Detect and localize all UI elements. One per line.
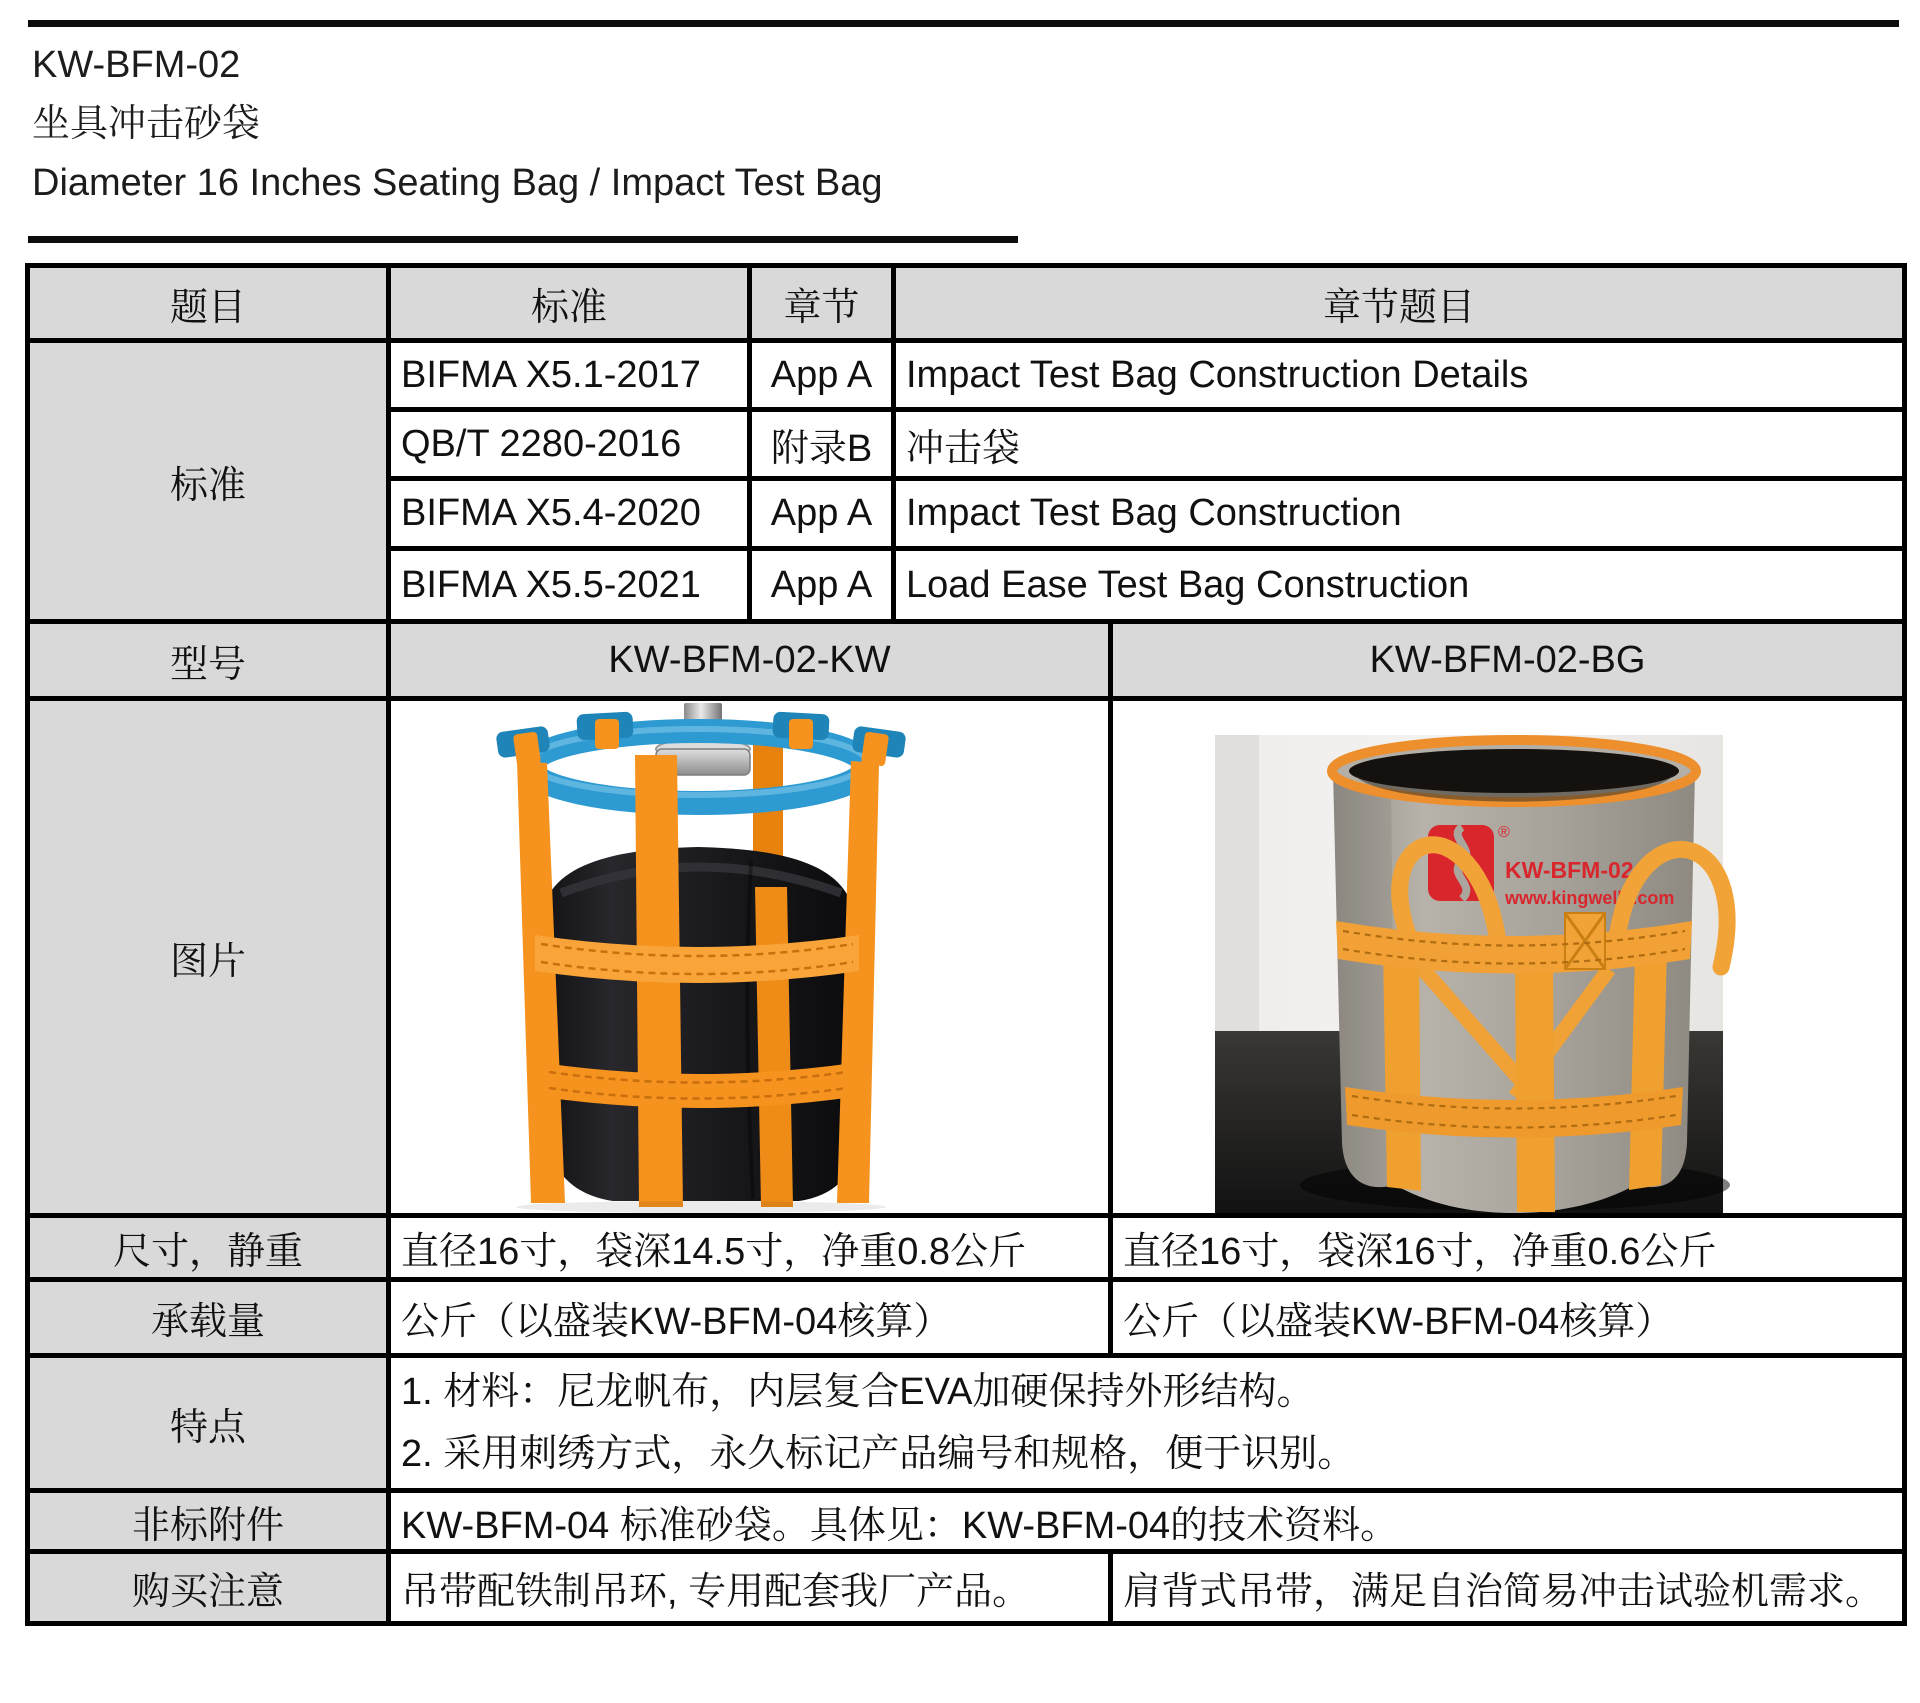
standard-chapter-title: Impact Test Bag Construction Details	[894, 341, 1905, 410]
wall-corner-panel	[1215, 735, 1259, 1035]
capacity-bg: 公斤（以盛装KW-BFM-04核算）	[1111, 1280, 1905, 1356]
title-underline	[28, 236, 1018, 243]
standard-name: BIFMA X5.4-2020	[389, 479, 750, 549]
standard-chapter: App A	[750, 341, 894, 410]
feature-line-2: 2. 采用刺绣方式，永久标记产品编号和规格，便于识别。	[401, 1433, 1356, 1475]
purchase-label: 购买注意	[28, 1552, 389, 1624]
bag-shadow	[516, 1201, 886, 1213]
standard-name: BIFMA X5.5-2021	[389, 549, 750, 622]
purchase-kw: 吊带配铁制吊环, 专用配套我厂产品。	[389, 1552, 1111, 1624]
title-block	[32, 36, 883, 213]
standard-chapter-title: Load Ease Test Bag Construction	[894, 549, 1905, 622]
purchase-bg: 肩背式吊带，满足自治简易冲击试验机需求。	[1111, 1552, 1905, 1624]
photo-label: 图片	[28, 699, 389, 1216]
accessory-label: 非标附件	[28, 1491, 389, 1552]
black-bag-body	[542, 847, 858, 1201]
standard-chapter: App A	[750, 549, 894, 622]
size-weight-label: 尺寸，静重	[28, 1216, 389, 1280]
spec-table	[25, 263, 1907, 1626]
standard-chapter-title: Impact Test Bag Construction	[894, 479, 1905, 549]
photo-cell-bg	[1111, 699, 1905, 1216]
standard-chapter: 附录B	[750, 410, 894, 479]
capacity-kw: 公斤（以盛装KW-BFM-04核算）	[389, 1280, 1111, 1356]
feature-line-1: 1. 材料：尼龙帆布，内层复合EVA加硬保持外形结构。	[401, 1371, 1315, 1413]
features-label: 特点	[28, 1356, 389, 1491]
accessory-cell: KW-BFM-04 标准砂袋。具体见：KW-BFM-04的技术资料。	[389, 1491, 1905, 1552]
header-cell-chapter-title: 章节题目	[894, 266, 1905, 341]
top-rule	[28, 20, 1899, 27]
bg-product-photo	[1123, 701, 1905, 1213]
product-name-zh: 坐具冲击砂袋	[32, 103, 261, 145]
model-bg: KW-BFM-02-BG	[1111, 622, 1905, 699]
size-weight-row	[28, 1216, 1905, 1280]
features-row	[28, 1356, 1905, 1491]
header-cell-chapter: 章节	[750, 266, 894, 341]
standard-chapter: App A	[750, 479, 894, 549]
purchase-row	[28, 1552, 1905, 1624]
standard-name: QB/T 2280-2016	[389, 410, 750, 479]
product-name-en: Diameter 16 Inches Seating Bag / Impact Test Bag	[32, 162, 883, 204]
features-cell	[389, 1356, 1905, 1491]
product-code: KW-BFM-02	[32, 44, 241, 86]
size-weight-bg: 直径16寸，袋深16寸，净重0.6公斤	[1111, 1216, 1905, 1280]
bag-rim	[1332, 740, 1696, 802]
standard-chapter-title: 冲击袋	[894, 410, 1905, 479]
standards-row-1	[28, 341, 1905, 410]
logo-reg-mark: ®	[1498, 824, 1510, 841]
model-row	[28, 622, 1905, 699]
header-cell-standard: 标准	[389, 266, 750, 341]
model-kw: KW-BFM-02-KW	[389, 622, 1111, 699]
logo-model-text: KW-BFM-02	[1505, 857, 1634, 883]
accessory-row	[28, 1491, 1905, 1552]
standard-name: BIFMA X5.1-2017	[389, 341, 750, 410]
model-label: 型号	[28, 622, 389, 699]
photo-row	[28, 699, 1905, 1216]
photo-cell-kw	[389, 699, 1111, 1216]
standards-label: 标准	[28, 341, 389, 622]
logo-site-text: www.kingwells.com	[1505, 888, 1675, 908]
size-weight-kw: 直径16寸，袋深14.5寸，净重0.8公斤	[389, 1216, 1111, 1280]
header-cell-topic: 题目	[28, 266, 389, 341]
kw-product-photo	[401, 701, 1111, 1213]
capacity-label: 承载量	[28, 1280, 389, 1356]
header-row	[28, 266, 1905, 341]
capacity-row	[28, 1280, 1905, 1356]
